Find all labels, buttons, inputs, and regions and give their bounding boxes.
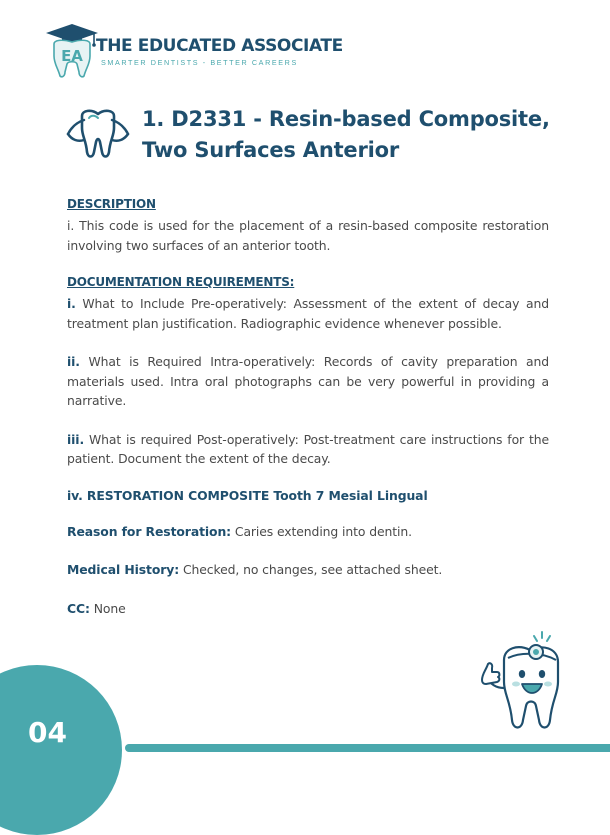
graduation-cap-tooth-logo-icon (44, 20, 100, 78)
tooth-mascot-dentist-icon (470, 630, 580, 740)
page-title: 1. D2331 - Resin-based Composite, Two Surfaces Anterior (142, 107, 550, 162)
item-text: What is Required Intra-operatively: Records of cavity preparation and materials used. Intra oral photographs can be very powerful in providing a narrative. (67, 354, 550, 408)
field-label: Reason for Restoration: (67, 523, 232, 539)
item-text: What is required Post-operatively: Post-treatment care instructions for the patient. Document the extent of the decay. (67, 431, 549, 466)
documentation-heading: DOCUMENTATION REQUIREMENTS: (67, 275, 295, 289)
field-value: None (93, 600, 126, 616)
brand-name: THE EDUCATED ASSOCIATE (96, 36, 343, 56)
documentation-item-post-op (67, 430, 549, 469)
field-label: CC: (67, 600, 90, 616)
description-heading: DESCRIPTION (67, 197, 156, 211)
documentation-item-intra-op (67, 352, 549, 411)
logo-letters: EA (61, 47, 83, 65)
restoration-medical-history (67, 560, 549, 580)
footer-bar (125, 744, 610, 752)
item-marker: i. (67, 296, 76, 311)
field-value: Checked, no changes, see attached sheet. (182, 562, 443, 577)
brand-logo (44, 20, 343, 78)
description-text: i. This code is used for the placement of a resin-based composite restoration involving two surfaces of an anterior tooth. (67, 218, 549, 253)
page-number: 04 (28, 716, 67, 749)
item-marker: ii. (67, 354, 80, 369)
main-content (67, 197, 549, 618)
page-number-badge (0, 665, 122, 835)
tooth-outline-icon (64, 106, 132, 162)
restoration-cc (67, 599, 549, 619)
item-marker: iii. (67, 431, 85, 447)
item-text: What to Include Pre-operatively: Assessment of the extent of decay and treatment plan justification. Radiographic evidence whenever possible. (67, 296, 549, 331)
restoration-heading: iv. RESTORATION COMPOSITE Tooth 7 Mesial Lingual (67, 487, 428, 503)
field-value: Caries extending into dentin. (234, 523, 412, 539)
brand-tagline: SMARTER DENTISTS - BETTER CAREERS (101, 58, 298, 67)
documentation-item-pre-op (67, 294, 549, 333)
field-label: Medical History: (67, 562, 180, 577)
restoration-reason (67, 522, 549, 542)
